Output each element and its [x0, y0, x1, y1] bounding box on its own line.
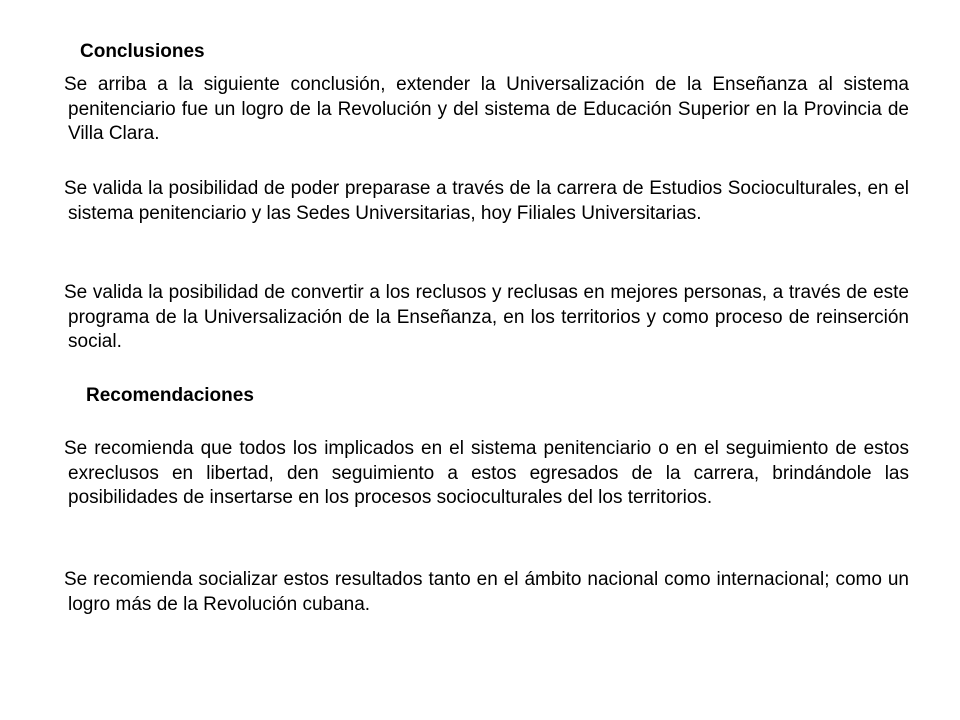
conclusion-paragraph-2: Se valida la posibilidad de poder preparase a través de la carrera de Estudios Socioculturales, en el sistema penitenciario y las Sedes Universitarias, hoy Filiales Universitarias. — [64, 178, 909, 224]
recommendation-paragraph-1: Se recomienda que todos los implicados en el sistema penitenciario o en el seguimiento de estos exreclusos en libertad, den seguimiento a estos egresados de la carrera, brindándole las posibilidades de insertarse en los procesos socioculturales del los territorios. — [64, 438, 909, 508]
conclusion-paragraph-3: Se valida la posibilidad de convertir a los reclusos y reclusas en mejores personas, a través de este programa de la Universalización de la Enseñanza, en los territorios y como proceso de reinserción social. — [64, 282, 909, 352]
recommendations-heading: Recomendaciones — [86, 385, 254, 406]
conclusions-heading: Conclusiones — [80, 41, 205, 62]
conclusion-paragraph-1: Se arriba a la siguiente conclusión, extender la Universalización de la Enseñanza al sistema penitenciario fue un logro de la Revolución y del sistema de Educación Superior en la Provincia de Villa Clara. — [64, 74, 909, 144]
recommendation-paragraph-2: Se recomienda socializar estos resultados tanto en el ámbito nacional como internacional; como un logro más de la Revolución cubana. — [64, 569, 909, 615]
